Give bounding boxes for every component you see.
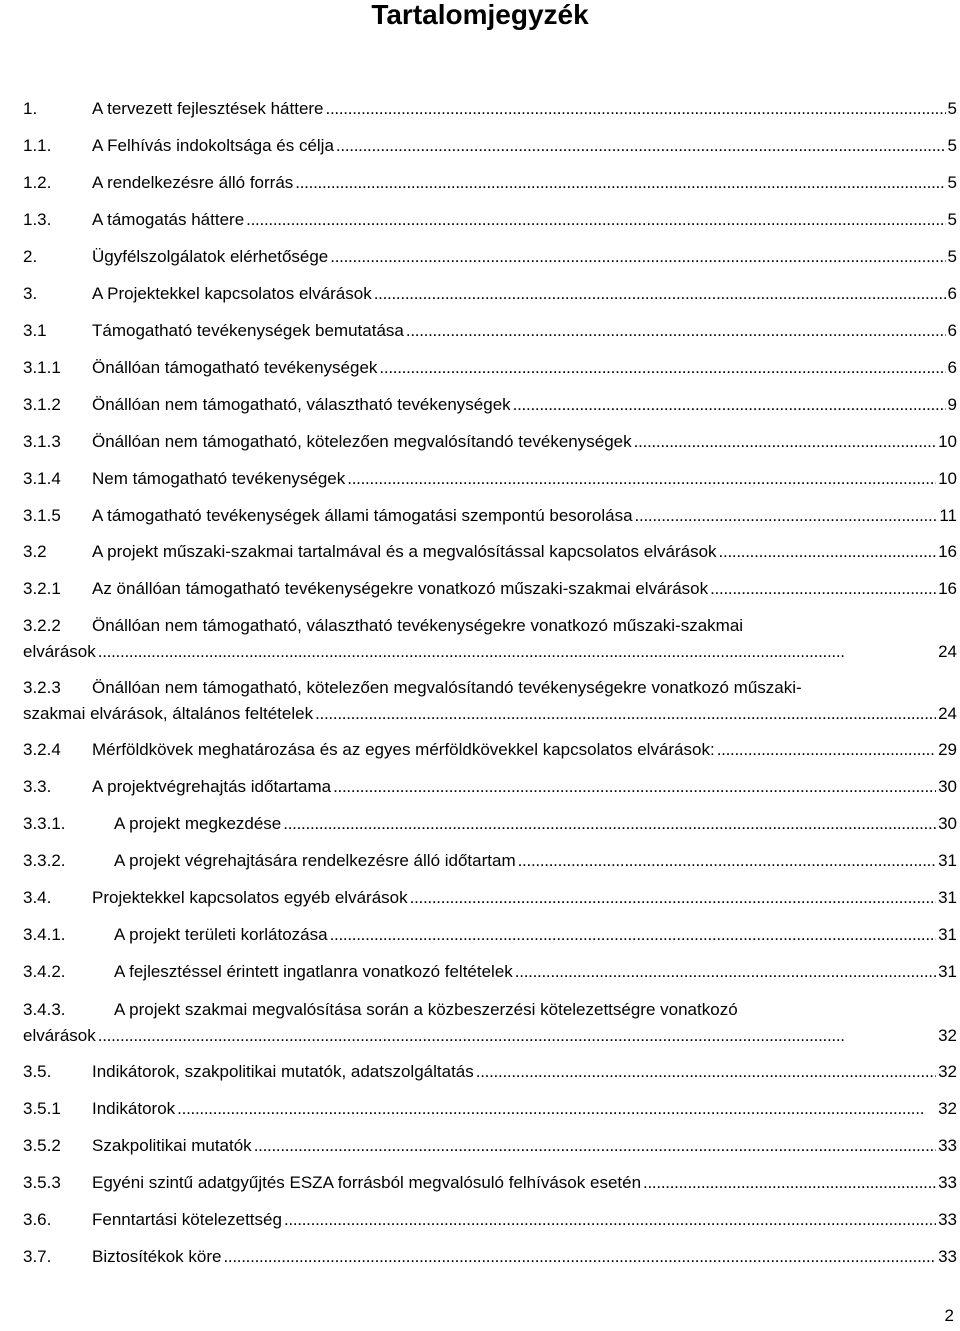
toc-page: 33 bbox=[938, 1173, 957, 1192]
toc-leader-dots bbox=[379, 355, 945, 381]
toc-title: A támogatható tevékenységek állami támogatási szempontú besorolása bbox=[92, 506, 633, 525]
toc-entry[interactable] bbox=[23, 503, 957, 529]
toc-entry[interactable] bbox=[23, 737, 957, 763]
toc-title: A projekt műszaki-szakmai tartalmával és a megvalósítással kapcsolatos elvárások bbox=[92, 542, 717, 561]
toc-entry[interactable] bbox=[23, 997, 957, 1049]
toc-leader-dots bbox=[98, 1023, 936, 1049]
toc-number: 3.4.2. bbox=[23, 962, 66, 981]
toc-number: 3.2.2 bbox=[23, 616, 61, 635]
toc-title: A projekt szakmai megvalósítása során a közbeszerzési kötelezettségre vonatkozó bbox=[114, 1000, 738, 1019]
toc-leader-dots bbox=[347, 466, 936, 492]
toc-number: 3.5.2 bbox=[23, 1136, 61, 1155]
toc-title: Önállóan nem támogatható, kötelezően megvalósítandó tevékenységekre vonatkozó műszaki- bbox=[92, 678, 802, 697]
toc-number: 3.1 bbox=[23, 321, 47, 340]
toc-page: 10 bbox=[938, 432, 957, 451]
toc-number: 3.1.2 bbox=[23, 395, 61, 414]
toc-number: 1.2. bbox=[23, 173, 52, 192]
toc-title: Nem támogatható tevékenységek bbox=[92, 469, 346, 488]
toc-leader-dots bbox=[223, 1244, 936, 1270]
toc-leader-dots bbox=[98, 639, 936, 665]
toc-entry[interactable] bbox=[23, 466, 957, 492]
toc-title: Önállóan nem támogatható, választható tevékenységekre vonatkozó műszaki-szakmai bbox=[92, 616, 744, 635]
toc-leader-dots bbox=[635, 503, 938, 529]
toc-page: 32 bbox=[938, 1026, 957, 1045]
toc-entry[interactable] bbox=[23, 811, 957, 837]
toc-number: 3.7. bbox=[23, 1247, 52, 1266]
page-title: Tartalomjegyzék bbox=[371, 0, 589, 30]
toc-number: 1. bbox=[23, 99, 38, 118]
toc-page: 16 bbox=[938, 542, 957, 561]
toc-entry[interactable] bbox=[23, 170, 957, 196]
toc-page: 5 bbox=[947, 210, 957, 229]
toc-page: 5 bbox=[947, 136, 957, 155]
toc-page: 31 bbox=[938, 851, 957, 870]
toc-page: 24 bbox=[938, 642, 957, 661]
toc-leader-dots bbox=[513, 392, 946, 418]
toc-page: 11 bbox=[939, 506, 957, 525]
toc-leader-dots bbox=[717, 737, 936, 763]
toc-title-continued: szakmai elvárások, általános feltételek bbox=[23, 704, 314, 723]
toc-leader-dots bbox=[283, 811, 936, 837]
toc-number: 3. bbox=[23, 284, 38, 303]
toc-page: 30 bbox=[938, 814, 957, 833]
toc-entry[interactable] bbox=[23, 1207, 957, 1233]
toc-number: 3.2 bbox=[23, 542, 47, 561]
toc-page: 31 bbox=[938, 925, 957, 944]
toc-page: 33 bbox=[938, 1247, 957, 1266]
toc-page: 10 bbox=[938, 469, 957, 488]
toc-entry[interactable] bbox=[23, 774, 957, 800]
toc-page: 16 bbox=[938, 579, 957, 598]
toc-entry[interactable] bbox=[23, 1244, 957, 1270]
toc-title: Projektekkel kapcsolatos egyéb elvárások bbox=[92, 888, 408, 907]
toc-leader-dots bbox=[515, 959, 936, 985]
toc-entry[interactable] bbox=[23, 1170, 957, 1196]
toc-title: Biztosítékok köre bbox=[92, 1247, 222, 1266]
toc-leader-dots bbox=[330, 922, 937, 948]
toc-entry[interactable] bbox=[23, 885, 957, 911]
toc-number: 3.3. bbox=[23, 777, 52, 796]
toc-title: A tervezett fejlesztések háttere bbox=[92, 99, 324, 118]
toc-title: Önállóan támogatható tevékenységek bbox=[92, 358, 378, 377]
toc-leader-dots bbox=[410, 885, 936, 911]
toc-leader-dots bbox=[710, 576, 936, 602]
toc-title: Indikátorok bbox=[92, 1099, 176, 1118]
toc-title: Egyéni szintű adatgyűjtés ESZA forrásból megvalósuló felhívások esetén bbox=[92, 1173, 642, 1192]
toc-number: 3.3.2. bbox=[23, 851, 66, 870]
toc-title: Ügyfélszolgálatok elérhetősége bbox=[92, 247, 329, 266]
toc-entry[interactable] bbox=[23, 133, 957, 159]
toc-title: A projektvégrehajtás időtartama bbox=[92, 777, 332, 796]
toc-page: 32 bbox=[938, 1099, 957, 1118]
toc-leader-dots bbox=[634, 429, 936, 455]
toc-entry[interactable] bbox=[23, 392, 957, 418]
toc-leader-dots bbox=[406, 318, 946, 344]
toc-number: 3.2.1 bbox=[23, 579, 61, 598]
toc-number: 3.3.1. bbox=[23, 814, 66, 833]
toc-page: 33 bbox=[938, 1210, 957, 1229]
toc-title: A projekt végrehajtására rendelkezésre álló időtartam bbox=[114, 851, 516, 870]
toc-page: 24 bbox=[938, 704, 957, 723]
toc-title: Mérföldkövek meghatározása és az egyes mérföldkövekkel kapcsolatos elvárások: bbox=[92, 740, 715, 759]
toc-leader-dots bbox=[336, 133, 946, 159]
toc-number: 3.5. bbox=[23, 1062, 52, 1081]
toc-entry[interactable] bbox=[23, 318, 957, 344]
toc-entry[interactable] bbox=[23, 539, 957, 565]
toc-number: 3.5.3 bbox=[23, 1173, 61, 1192]
toc-number: 3.2.4 bbox=[23, 740, 61, 759]
toc-title-continued: elvárások bbox=[23, 642, 96, 661]
toc-entry[interactable] bbox=[23, 207, 957, 233]
toc-entry[interactable] bbox=[23, 355, 957, 381]
toc-title: A Felhívás indokoltsága és célja bbox=[92, 136, 334, 155]
toc-number: 3.1.5 bbox=[23, 506, 61, 525]
toc-leader-dots bbox=[326, 96, 946, 122]
toc-title: Szakpolitikai mutatók bbox=[92, 1136, 252, 1155]
toc-entry[interactable] bbox=[23, 848, 957, 874]
toc-number: 1.3. bbox=[23, 210, 52, 229]
toc-number: 1.1. bbox=[23, 136, 52, 155]
toc-page: 6 bbox=[947, 358, 957, 377]
toc-page: 29 bbox=[938, 740, 957, 759]
toc-entry[interactable] bbox=[23, 675, 957, 727]
toc-number: 3.2.3 bbox=[23, 678, 61, 697]
toc-number: 3.1.4 bbox=[23, 469, 61, 488]
toc-title: A rendelkezésre álló forrás bbox=[92, 173, 294, 192]
toc-number: 3.1.3 bbox=[23, 432, 61, 451]
toc-leader-dots bbox=[295, 170, 945, 196]
toc-title: A támogatás háttere bbox=[92, 210, 245, 229]
toc-entry[interactable] bbox=[23, 281, 957, 307]
toc-page: 5 bbox=[947, 247, 957, 266]
toc-leader-dots bbox=[476, 1059, 936, 1085]
toc-entry[interactable] bbox=[23, 96, 957, 122]
toc-leader-dots bbox=[315, 701, 936, 727]
toc-leader-dots bbox=[333, 774, 936, 800]
toc-entry[interactable] bbox=[23, 1059, 957, 1085]
toc-number: 3.4.3. bbox=[23, 1000, 66, 1019]
toc-title: Önállóan nem támogatható, kötelezően megvalósítandó tevékenységek bbox=[92, 432, 632, 451]
toc-entry[interactable] bbox=[23, 1133, 957, 1159]
toc-leader-dots bbox=[330, 244, 945, 270]
toc-number: 3.4. bbox=[23, 888, 52, 907]
toc-entry[interactable] bbox=[23, 922, 957, 948]
toc-page: 33 bbox=[938, 1136, 957, 1155]
toc-entry[interactable] bbox=[23, 959, 957, 985]
toc-title: A Projektekkel kapcsolatos elvárások bbox=[92, 284, 372, 303]
toc-page: 6 bbox=[947, 284, 957, 303]
toc-page: 6 bbox=[947, 321, 957, 340]
toc-leader-dots bbox=[374, 281, 946, 307]
toc-title: Támogatható tevékenységek bemutatása bbox=[92, 321, 404, 340]
toc-entry[interactable] bbox=[23, 244, 957, 270]
toc-title: A projekt megkezdése bbox=[114, 814, 282, 833]
toc-title: A projekt területi korlátozása bbox=[114, 925, 328, 944]
toc-page: 32 bbox=[938, 1062, 957, 1081]
toc-page: 31 bbox=[938, 888, 957, 907]
toc-leader-dots bbox=[246, 207, 945, 233]
toc-page: 30 bbox=[938, 777, 957, 796]
toc-title: A fejlesztéssel érintett ingatlanra vonatkozó feltételek bbox=[114, 962, 513, 981]
toc-page: 5 bbox=[947, 173, 957, 192]
toc-number: 3.6. bbox=[23, 1210, 52, 1229]
toc-title: Fenntartási kötelezettség bbox=[92, 1210, 282, 1229]
toc-entry[interactable] bbox=[23, 613, 957, 665]
toc-leader-dots bbox=[284, 1207, 936, 1233]
toc-title: Indikátorok, szakpolitikai mutatók, adatszolgáltatás bbox=[92, 1062, 474, 1081]
toc-leader-dots bbox=[719, 539, 937, 565]
toc-leader-dots bbox=[254, 1133, 936, 1159]
toc-entry[interactable] bbox=[23, 1096, 957, 1122]
page-number: 2 bbox=[944, 1306, 954, 1325]
toc-title: Az önállóan támogatható tevékenységekre vonatkozó műszaki-szakmai elvárások bbox=[92, 579, 709, 598]
toc-number: 3.1.1 bbox=[23, 358, 61, 377]
toc-leader-dots bbox=[177, 1096, 936, 1122]
toc-title-continued: elvárások bbox=[23, 1026, 96, 1045]
toc-number: 2. bbox=[23, 247, 38, 266]
toc-page: 5 bbox=[947, 99, 957, 118]
toc-entry[interactable] bbox=[23, 576, 957, 602]
toc-leader-dots bbox=[518, 848, 936, 874]
toc-number: 3.5.1 bbox=[23, 1099, 61, 1118]
toc-page: 9 bbox=[947, 395, 957, 414]
toc-title: Önállóan nem támogatható, választható tevékenységek bbox=[92, 395, 511, 414]
toc-entry[interactable] bbox=[23, 429, 957, 455]
toc-page: 31 bbox=[938, 962, 957, 981]
toc-number: 3.4.1. bbox=[23, 925, 66, 944]
toc-leader-dots bbox=[643, 1170, 936, 1196]
